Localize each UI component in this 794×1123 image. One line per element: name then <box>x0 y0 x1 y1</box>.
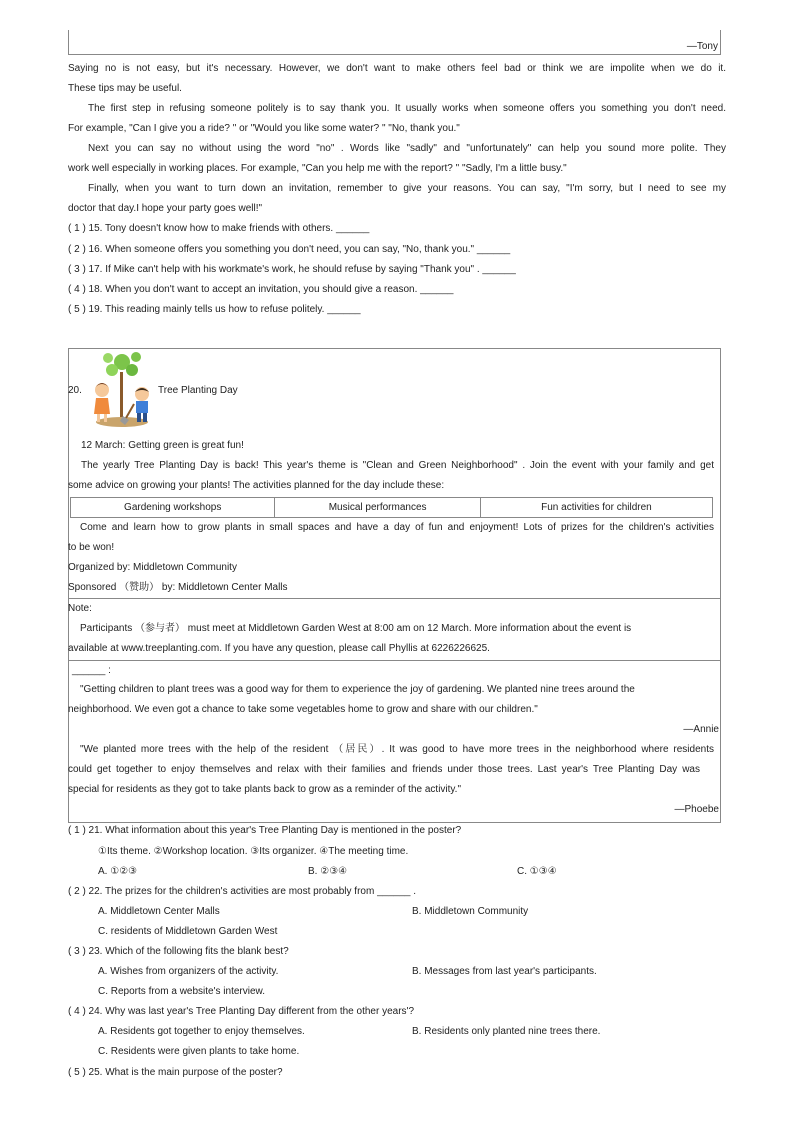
mc-question-22: ( 2 ) 22. The prizes for the children's activities are most probably from ______ . <box>68 886 416 897</box>
note-line-2: available at www.treeplanting.com. If you have any question, please call Phyllis at 6226226625. <box>68 643 490 654</box>
poster-come-line-1: Come and learn how to grow plants in small spaces and have a day of fun and enjoyment! Lots of prizes for the children's activities <box>80 522 714 533</box>
option-21-c: C. ①③④ <box>517 866 557 877</box>
option-22-c: C. residents of Middletown Garden West <box>98 926 278 937</box>
paragraph-4-line-1: Finally, when you want to turn down an invitation, remember to give your reasons. You can say, "I'm sorry, but I need to see my <box>88 183 726 194</box>
activity-gardening-workshops: Gardening workshops <box>71 498 275 518</box>
phoebe-quote-line-3: special for residents as they got to take plants back to grow as a reminder of the activity." <box>68 784 462 795</box>
mc-question-21-items: ①Its theme. ②Workshop location. ③Its organizer. ④The meeting time. <box>98 846 409 857</box>
paragraph-4-line-2: doctor that day.I hope your party goes well!" <box>68 203 263 214</box>
paragraph-2-line-2: For example, "Can I give you a ride? " or "Would you like some water? " "No, thank you." <box>68 123 460 134</box>
option-24-c: C. Residents were given plants to take home. <box>98 1046 300 1057</box>
children-planting-tree-illustration <box>86 350 158 430</box>
paragraph-3-line-1: Next you can say no without using the word "no" . Words like "sadly" and "unfortunately" can help you sound more polite. They <box>88 143 726 154</box>
tf-question-18: ( 4 ) 18. When you don't want to accept an invitation, you should give a reason. ______ <box>68 284 454 295</box>
poster-organized-by: Organized by: Middletown Community <box>68 562 237 573</box>
paragraph-1-line-2: These tips may be useful. <box>68 83 182 94</box>
paragraph-2-line-1: The first step in refusing someone politely is to say thank you. It usually works when someone offers you something you don't need. <box>88 103 726 114</box>
divider <box>68 660 721 661</box>
mc-question-25: ( 5 ) 25. What is the main purpose of the poster? <box>68 1067 283 1078</box>
table-row <box>71 498 713 518</box>
mc-question-24: ( 4 ) 24. Why was last year's Tree Planting Day different from the other years'? <box>68 1006 415 1017</box>
activities-table <box>70 497 713 518</box>
paragraph-1-line-1: Saying no is not easy, but it's necessary. However, we don't want to make others feel bad or think we are impolite when we do it. <box>68 63 726 74</box>
answer-blank: ______ : <box>72 665 111 676</box>
tf-question-16: ( 2 ) 16. When someone offers you something you don't need, you can say, "No, thank you." ______ <box>68 244 511 255</box>
option-23-b: B. Messages from last year's participants. <box>412 966 597 977</box>
option-21-a: A. ①②③ <box>98 866 138 877</box>
phoebe-quote-line-1: "We planted more trees with the help of the resident （居民）. It was good to have more trees in the neighborhood where residents <box>80 744 714 755</box>
option-24-b: B. Residents only planted nine trees there. <box>412 1026 601 1037</box>
activity-musical-performances: Musical performances <box>275 498 480 518</box>
tf-question-19: ( 5 ) 19. This reading mainly tells us how to refuse politely. ______ <box>68 304 361 315</box>
mc-question-21: ( 1 ) 21. What information about this year's Tree Planting Day is mentioned in the poster? <box>68 825 462 836</box>
paragraph-3-line-2: work well especially in working places. For example, "Can you help me with the report? " "Sadly, I'm a little busy." <box>68 163 567 174</box>
poster-intro-line-1: The yearly Tree Planting Day is back! This year's theme is "Clean and Green Neighborhood" . Join the event with your family and get <box>81 460 714 471</box>
tf-question-15: ( 1 ) 15. Tony doesn't know how to make friends with others. ______ <box>68 223 370 234</box>
note-line-1: Participants （参与者） must meet at Middletown Garden West at 8:00 am on 12 March. More information about the event is <box>80 623 632 634</box>
signature-annie: —Annie <box>683 724 719 735</box>
option-24-a: A. Residents got together to enjoy themselves. <box>98 1026 305 1037</box>
option-23-a: A. Wishes from organizers of the activity. <box>98 966 279 977</box>
poster-come-line-2: to be won! <box>68 542 115 553</box>
activity-fun-for-children: Fun activities for children <box>480 498 712 518</box>
annie-quote-line-1: "Getting children to plant trees was a good way for them to experience the joy of gardening. We planted nine trees around the <box>80 684 635 695</box>
option-22-a: A. Middletown Center Malls <box>98 906 220 917</box>
option-21-b: B. ②③④ <box>308 866 348 877</box>
poster-title: Tree Planting Day <box>158 385 238 396</box>
poster-sponsored-by: Sponsored （赞助） by: Middletown Center Malls <box>68 582 288 593</box>
option-22-b: B. Middletown Community <box>412 906 529 917</box>
note-label: Note: <box>68 603 92 614</box>
question-number-20: 20. <box>68 385 82 396</box>
poster-date-line: 12 March: Getting green is great fun! <box>81 440 244 451</box>
option-23-c: C. Reports from a website's interview. <box>98 986 265 997</box>
signature-phoebe: —Phoebe <box>674 804 719 815</box>
phoebe-quote-line-2: could get together to enjoy themselves and relax with their families and friends under those trees. Last year's Tree Planting Day was <box>68 764 700 775</box>
divider <box>68 598 721 599</box>
passage-box-top <box>68 30 721 55</box>
mc-question-23: ( 3 ) 23. Which of the following fits the blank best? <box>68 946 289 957</box>
annie-quote-line-2: neighborhood. We even got a chance to take some vegetables home to grow and share with our children." <box>68 704 538 715</box>
signature-tony: —Tony <box>686 41 718 52</box>
tf-question-17: ( 3 ) 17. If Mike can't help with his workmate's work, he should refuse by saying "Thank you" . ______ <box>68 264 516 275</box>
poster-intro-line-2: some advice on growing your plants! The activities planned for the day include these: <box>68 480 445 491</box>
